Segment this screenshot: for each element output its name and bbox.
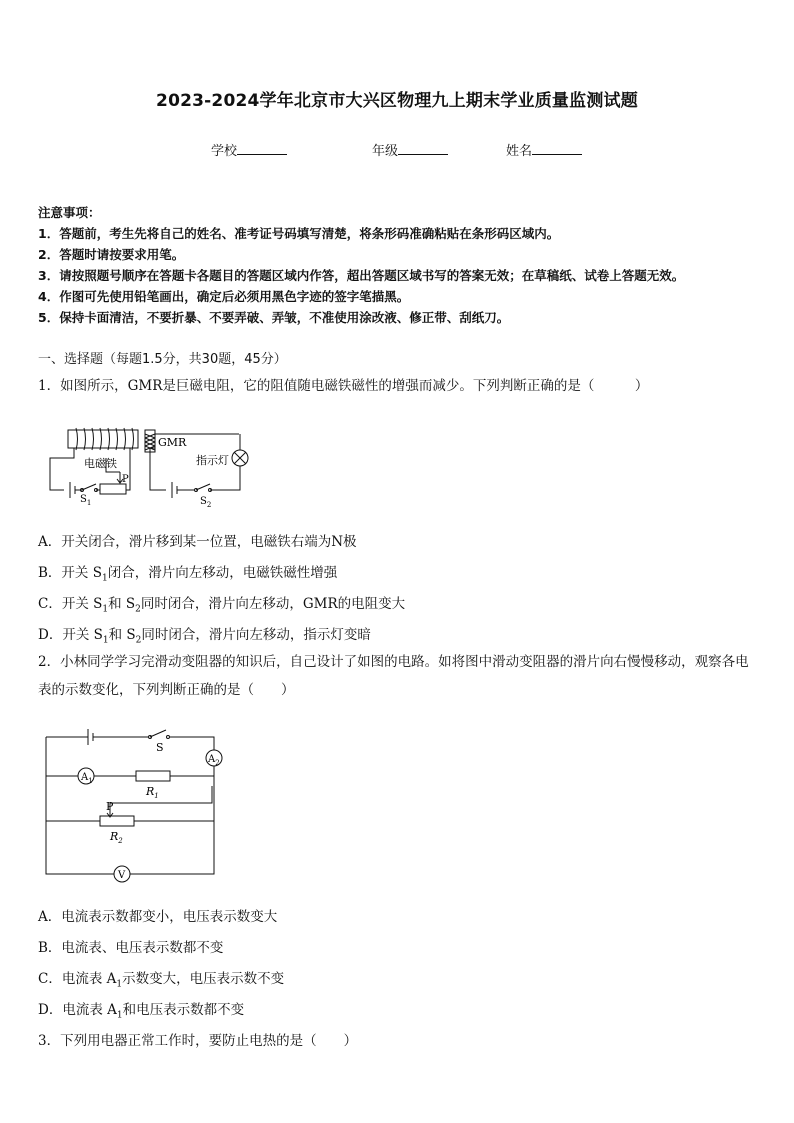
notice-item-2: 2．答题时请按要求用笔。 [38, 247, 185, 262]
resistor-r1 [136, 771, 170, 781]
notice-item-5: 5．保持卡面清洁，不要折暴、不要弄破、弄皱，不准使用涂改液、修正带、刮纸刀。 [38, 310, 510, 325]
electromagnet-core [68, 430, 138, 448]
name-label: 姓名 [506, 144, 533, 159]
a2-label: $A_2$ [208, 754, 220, 767]
slider-p-label: P [122, 474, 129, 485]
name-field[interactable] [506, 140, 582, 159]
q1-option-d[interactable]: D．开关 $S_1$和 $S_2$同时闭合，滑片向左移动，指示灯变暗 [38, 627, 371, 646]
notice-heading: 注意事项： [38, 205, 101, 220]
q1-option-a[interactable]: A．开关闭合，滑片移到某一位置，电磁铁右端为N极 [38, 534, 357, 550]
notice-item-1: 1．答题前，考生先将自己的姓名、准考证号码填写清楚，将条形码准确粘贴在条形码区域内。 [38, 226, 560, 241]
slider-p-label: P [106, 800, 114, 813]
school-field[interactable] [211, 140, 287, 159]
r2-label: $R_2$ [110, 830, 123, 845]
section-heading: 一、选择题（每题1.5分，共30题，45分） [38, 352, 287, 367]
q1-stem: 1．如图所示，GMR是巨磁电阻，它的阻值随电磁铁磁性的增强而减少。下列判断正确的是（ ） [38, 378, 649, 394]
school-label: 学校 [211, 144, 238, 159]
notice-item-3: 3．请按照题号顺序在答题卡各题目的答题区域内作答，超出答题区域书写的答案无效；在草稿纸、试卷上答题无效。 [38, 268, 685, 283]
r1-label: $R_1$ [146, 785, 159, 800]
q2-stem: 2．小林同学学习完滑动变阻器的知识后，自己设计了如图的电路。如将图中滑动变阻器的滑片向右慢慢移动，观察各电表的示数变化，下列判断正确的是（ ） [38, 654, 749, 698]
rheostat-r2 [100, 816, 134, 826]
grade-blank[interactable] [398, 142, 448, 155]
q1-option-c[interactable]: C．开关 $S_1$和 $S_2$同时闭合，滑片向左移动，GMR的电阻变大 [38, 596, 406, 615]
grade-field[interactable] [372, 140, 448, 159]
q2-option-c[interactable]: C．电流表 $A_1$示数变大，电压表示数不变 [38, 971, 285, 990]
page-title: 2023-2024学年北京市大兴区物理九上期末学业质量监测试题 [156, 91, 638, 111]
lamp-label: 指示灯 [196, 454, 229, 467]
electromagnet-label: 电磁铁 [84, 457, 117, 470]
gmr-label: GMR [158, 436, 187, 449]
q1-circuit-diagram [44, 420, 259, 512]
coil-windings [76, 428, 134, 450]
switch-s-label: S [156, 741, 164, 754]
q2-option-b[interactable]: B．电流表、电压表示数都不变 [38, 940, 224, 956]
school-blank[interactable] [237, 142, 287, 155]
v-label: V [118, 870, 126, 881]
q2-option-d[interactable]: D．电流表 $A_1$和电压表示数都不变 [38, 1002, 245, 1021]
grade-label: 年级 [372, 144, 399, 159]
s1-label: $S_1$ [80, 494, 92, 507]
q1-option-b[interactable]: B．开关 $S_1$闭合，滑片向左移动，电磁铁磁性增强 [38, 565, 338, 584]
q3-stem: 3．下列用电器正常工作时，要防止电热的是（ ） [38, 1033, 358, 1049]
notice-item-4: 4．作图可先使用铅笔画出，确定后必须用黑色字迹的签字笔描黑。 [38, 289, 410, 304]
q2-circuit-diagram [40, 724, 230, 884]
name-blank[interactable] [532, 142, 582, 155]
a1-label: $A_1$ [81, 772, 93, 785]
q2-option-a[interactable]: A．电流表示数都变小，电压表示数变大 [38, 909, 278, 925]
s2-label: $S_2$ [200, 496, 212, 509]
